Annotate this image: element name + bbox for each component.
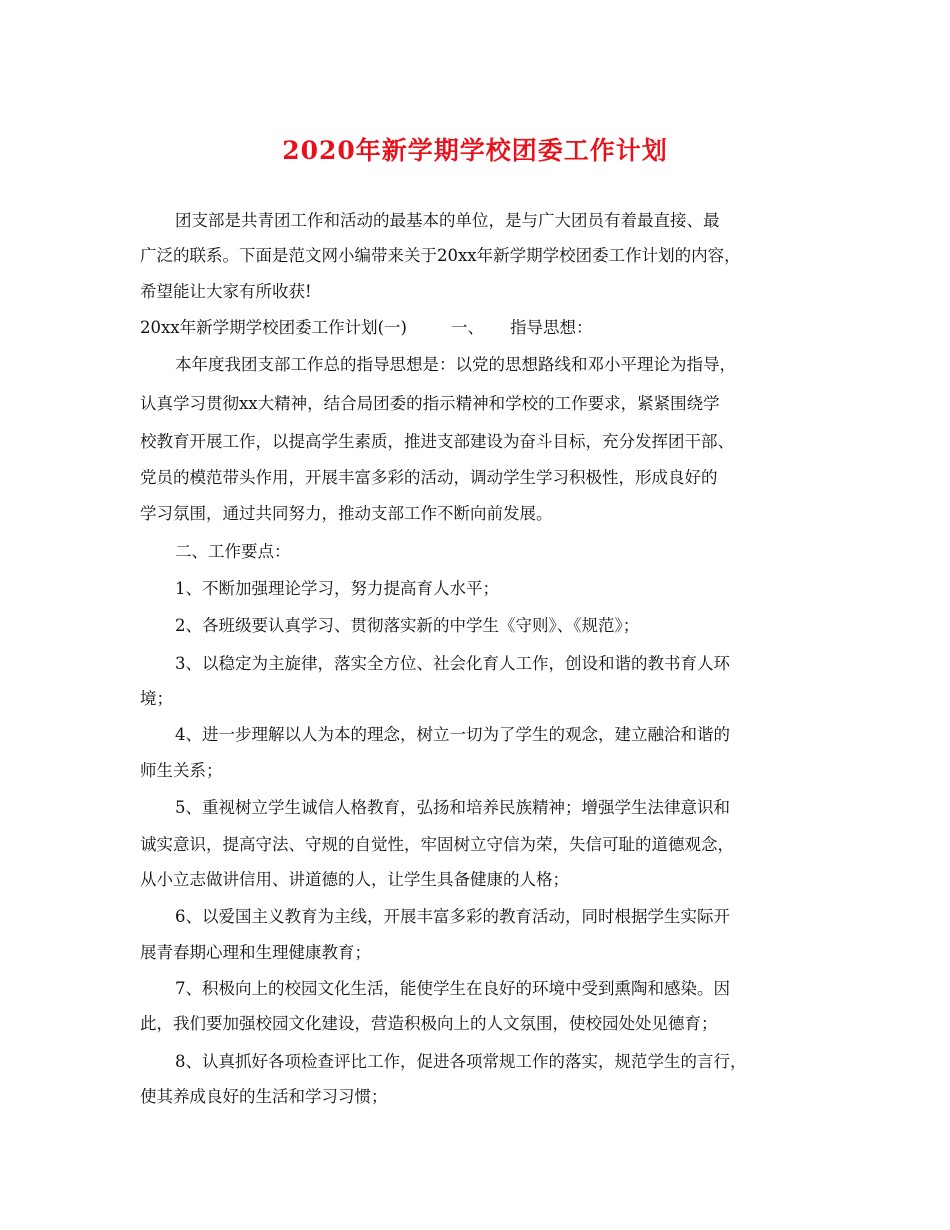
document-title: 2020年新学期学校团委工作计划 (282, 136, 668, 165)
section-heading (140, 316, 592, 340)
guiding-line-1: 本年度我团支部工作总的指导思想是：以党的思想路线和邓小平理论为指导， (175, 355, 736, 374)
item-4-line-1: 4、进一步理解以人为本的理念，树立一切为了学生的观念，建立融洽和谐的 (175, 725, 730, 744)
item-6-line-1: 6、以爱国主义教育为主线，开展丰富多彩的教育活动，同时根据学生实际开 (175, 907, 730, 926)
item-3-line-2: 境； (140, 689, 173, 708)
item-5-line-1: 5、重视树立学生诚信人格教育，弘扬和培养民族精神；增强学生法律意识和 (175, 798, 730, 817)
intro-line-1: 团支部是共青团工作和活动的最基本的单位，是与广大团员有着最直接、最 (175, 211, 720, 230)
item-8-line-1: 8、认真抓好各项检查评比工作，促进各项常规工作的落实，规范学生的言行， (175, 1052, 747, 1071)
guiding-line-2: 认真学习贯彻xx大精神，结合局团委的指示精神和学校的工作要求，紧紧围绕学 (140, 394, 720, 413)
heading-label: 指导思想： (509, 318, 593, 337)
section2-heading: 二、工作要点： (175, 542, 291, 561)
guiding-line-3: 校教育开展工作，以提高学生素质，推进支部建设为奋斗目标，充分发挥团干部、 (140, 432, 734, 451)
intro-line-2: 广泛的联系。下面是范文网小编带来关于20xx年新学期学校团委工作计划的内容， (140, 246, 741, 265)
item-2-line-1: 2、各班级要认真学习、贯彻落实新的中学生《守则》、《规范》； (175, 616, 640, 635)
item-7-line-2: 此，我们要加强校园文化建设，营造积极向上的人文氛围，使校园处处见德育； (140, 1014, 718, 1033)
item-6-line-2: 展青春期心理和生理健康教育； (140, 943, 371, 962)
heading-number: 一、 (450, 318, 484, 337)
intro-line-3: 希望能让大家有所收获! (140, 282, 312, 301)
item-4-line-2: 师生关系； (140, 761, 223, 780)
item-3-line-1: 3、以稳定为主旋律，落实全方位、社会化育人工作，创设和谐的教书育人环 (175, 654, 730, 673)
item-7-line-1: 7、积极向上的校园文化生活，能使学生在良好的环境中受到熏陶和感染。因 (175, 979, 730, 998)
item-5-line-2: 诚实意识，提高守法、守规的自觉性，牢固树立守信为荣，失信可耻的道德观念， (140, 835, 734, 854)
guiding-line-4: 党员的模范带头作用，开展丰富多彩的活动，调动学生学习积极性，形成良好的 (140, 468, 718, 487)
item-1-line-1: 1、不断加强理论学习，努力提高育人水平； (175, 579, 499, 598)
plan-title: 20xx年新学期学校团委工作计划(一) (140, 318, 407, 337)
guiding-line-5: 学习氛围，通过共同努力，推动支部工作不断向前发展。 (140, 504, 553, 523)
item-5-line-3: 从小立志做讲信用、讲道德的人，让学生具备健康的人格； (140, 870, 569, 889)
item-8-line-2: 使其养成良好的生活和学习习惯； (140, 1087, 388, 1106)
